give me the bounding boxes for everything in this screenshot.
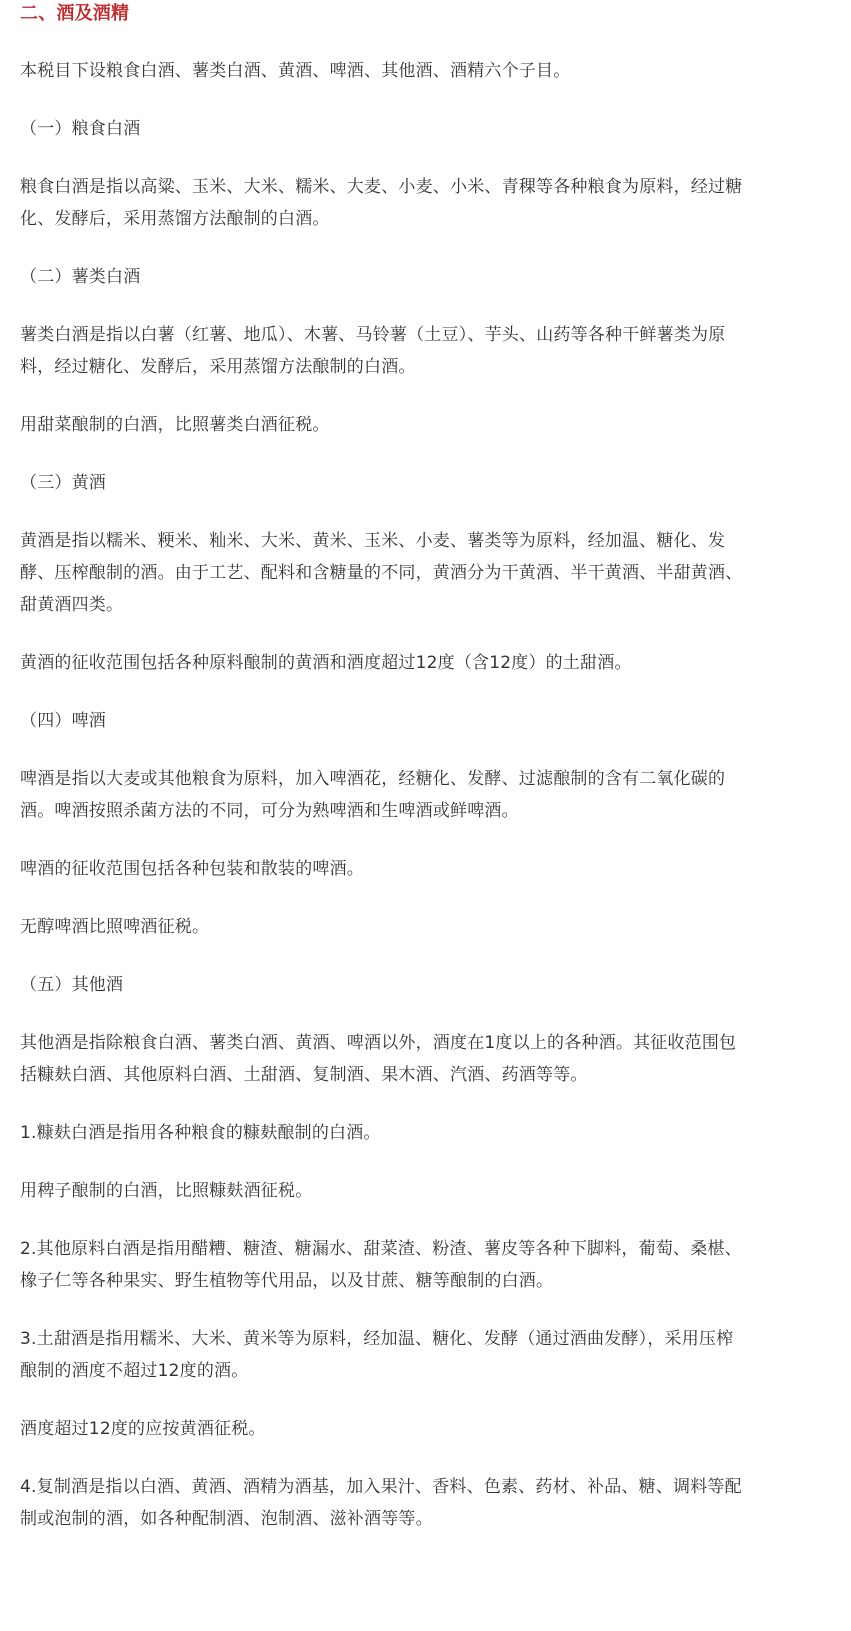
paragraph-line: 本税目下设粮食白酒、薯类白酒、黄酒、啤酒、其他酒、酒精六个子目。 — [20, 61, 571, 81]
paragraph-line: 橡子仁等各种果实、野生植物等代用品，以及甘蔗、糖等酿制的白酒。 — [20, 1271, 554, 1291]
paragraph — [20, 409, 825, 441]
paragraph-line: 酵、压榨酿制的酒。由于工艺、配料和含糖量的不同，黄酒分为干黄酒、半干黄酒、半甜黄酒、 — [20, 563, 743, 583]
paragraph-line: 粮食白酒是指以高粱、玉米、大米、糯米、大麦、小麦、小米、青稞等各种粮食为原料，经过糖 — [20, 177, 743, 197]
paragraph — [20, 319, 825, 383]
paragraph-line: （一）粮食白酒 — [20, 119, 141, 139]
paragraph — [20, 705, 825, 737]
paragraph-line: 4.复制酒是指以白酒、黄酒、酒精为酒基，加入果汁、香料、色素、药材、补品、糖、调料等配 — [20, 1477, 742, 1497]
paragraph-line: 无醇啤酒比照啤酒征税。 — [20, 917, 210, 937]
paragraph-line: 薯类白酒是指以白薯（红薯、地瓜）、木薯、马铃薯（土豆）、芋头、山药等各种干鲜薯类为原 — [20, 325, 726, 345]
paragraph — [20, 1471, 825, 1535]
paragraph-line: 黄酒是指以糯米、粳米、籼米、大米、黄米、玉米、小麦、薯类等为原料，经加温、糖化、发 — [20, 531, 726, 551]
paragraph — [20, 113, 825, 145]
paragraph-line: （二）薯类白酒 — [20, 267, 141, 287]
paragraph-line: 用甜菜酿制的白酒，比照薯类白酒征税。 — [20, 415, 330, 435]
paragraph-line: 啤酒是指以大麦或其他粮食为原料，加入啤酒花，经糖化、发酵、过滤酿制的含有二氧化碳的 — [20, 769, 726, 789]
paragraph-line: 2.其他原料白酒是指用醋糟、糖渣、糖漏水、甜菜渣、粉渣、薯皮等各种下脚料，葡萄、桑椹、 — [20, 1239, 742, 1259]
paragraph — [20, 911, 825, 943]
paragraph-line: （五）其他酒 — [20, 975, 124, 995]
paragraph — [20, 763, 825, 827]
paragraph — [20, 853, 825, 885]
paragraph-line: 料，经过糖化、发酵后，采用蒸馏方法酿制的白酒。 — [20, 357, 416, 377]
paragraph — [20, 171, 825, 235]
paragraph-line: 酿制的酒度不超过12度的酒。 — [20, 1361, 249, 1381]
paragraph-line: 1.糠麸白酒是指用各种粮食的糠麸酿制的白酒。 — [20, 1123, 381, 1143]
paragraph — [20, 1323, 825, 1387]
paragraph — [20, 55, 825, 87]
paragraph — [20, 525, 825, 621]
paragraph-line: 酒。啤酒按照杀菌方法的不同，可分为熟啤酒和生啤酒或鲜啤酒。 — [20, 801, 519, 821]
paragraph-line: 3.土甜酒是指用糯米、大米、黄米等为原料，经加温、糖化、发酵（通过酒曲发酵），采用压榨 — [20, 1329, 734, 1349]
paragraph-line: 甜黄酒四类。 — [20, 595, 124, 615]
paragraph — [20, 1027, 825, 1091]
paragraph-line: （三）黄酒 — [20, 473, 106, 493]
paragraph-line: 制或泡制的酒，如各种配制酒、泡制酒、滋补酒等等。 — [20, 1509, 433, 1529]
paragraph-line: 其他酒是指除粮食白酒、薯类白酒、黄酒、啤酒以外，酒度在1度以上的各种酒。其征收范围包 — [20, 1033, 737, 1053]
paragraph — [20, 261, 825, 293]
paragraph-line: 黄酒的征收范围包括各种原料酿制的黄酒和酒度超过12度（含12度）的土甜酒。 — [20, 653, 632, 673]
paragraph — [20, 1175, 825, 1207]
paragraph-line: 啤酒的征收范围包括各种包装和散装的啤酒。 — [20, 859, 364, 879]
paragraph — [20, 1413, 825, 1445]
paragraph-line: （四）啤酒 — [20, 711, 106, 731]
paragraph-line: 酒度超过12度的应按黄酒征税。 — [20, 1419, 266, 1439]
paragraph — [20, 647, 825, 679]
section-title: 二、酒及酒精 — [20, 3, 130, 24]
paragraph-line: 用稗子酿制的白酒，比照糠麸酒征税。 — [20, 1181, 313, 1201]
paragraph-line: 化、发酵后，采用蒸馏方法酿制的白酒。 — [20, 209, 330, 229]
paragraph — [20, 1117, 825, 1149]
paragraph — [20, 969, 825, 1001]
paragraph — [20, 467, 825, 499]
paragraph — [20, 1233, 825, 1297]
paragraph-line: 括糠麸白酒、其他原料白酒、土甜酒、复制酒、果木酒、汽酒、药酒等等。 — [20, 1065, 588, 1085]
